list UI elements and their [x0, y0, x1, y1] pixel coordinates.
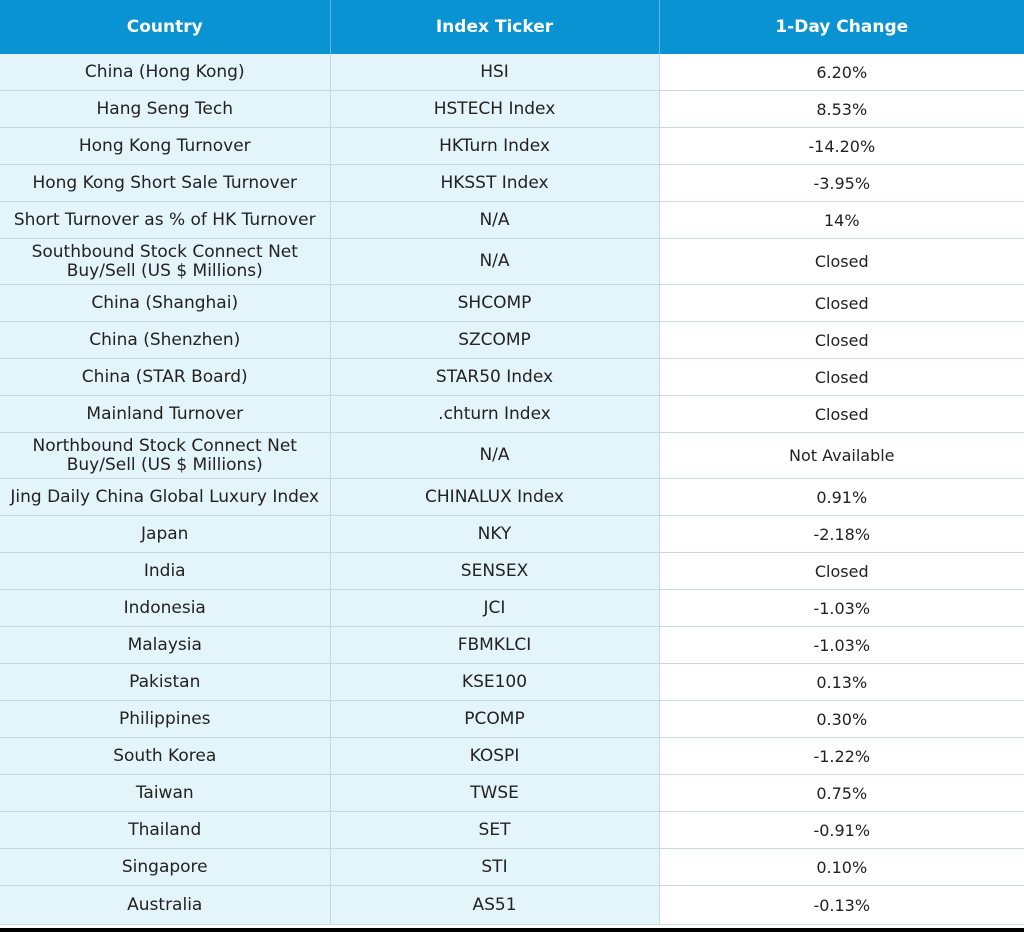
cell-country: Hong Kong Turnover	[0, 128, 330, 165]
cell-ticker: SZCOMP	[330, 322, 659, 359]
cell-change: 0.75%	[659, 775, 1024, 812]
cell-change: -1.03%	[659, 590, 1024, 627]
table-row	[0, 322, 1024, 359]
table-row	[0, 54, 1024, 91]
table-row	[0, 849, 1024, 886]
table-header	[0, 0, 1024, 54]
table-row	[0, 701, 1024, 738]
cell-change: -3.95%	[659, 165, 1024, 202]
cell-country: Mainland Turnover	[0, 396, 330, 433]
cell-country: Australia	[0, 886, 330, 925]
cell-change: Closed	[659, 322, 1024, 359]
cell-ticker: HKTurn Index	[330, 128, 659, 165]
cell-country: Short Turnover as % of HK Turnover	[0, 202, 330, 239]
cell-country: Japan	[0, 516, 330, 553]
cell-country: Singapore	[0, 849, 330, 886]
column-header-country: Country	[0, 0, 330, 54]
cell-ticker: HKSST Index	[330, 165, 659, 202]
cell-ticker: .chturn Index	[330, 396, 659, 433]
table-row	[0, 590, 1024, 627]
cell-change: Closed	[659, 359, 1024, 396]
cell-country: South Korea	[0, 738, 330, 775]
cell-ticker: STAR50 Index	[330, 359, 659, 396]
table-row	[0, 128, 1024, 165]
table-row	[0, 775, 1024, 812]
cell-ticker: KSE100	[330, 664, 659, 701]
table-row	[0, 664, 1024, 701]
cell-change: 0.91%	[659, 479, 1024, 516]
cell-country: Philippines	[0, 701, 330, 738]
cell-ticker: STI	[330, 849, 659, 886]
cell-ticker: SHCOMP	[330, 285, 659, 322]
table-row	[0, 359, 1024, 396]
table-row	[0, 165, 1024, 202]
table-row	[0, 627, 1024, 664]
cell-country: China (Hong Kong)	[0, 54, 330, 91]
cell-ticker: TWSE	[330, 775, 659, 812]
cell-ticker: SET	[330, 812, 659, 849]
cell-country: Malaysia	[0, 627, 330, 664]
cell-ticker: HSTECH Index	[330, 91, 659, 128]
cell-country: China (Shenzhen)	[0, 322, 330, 359]
cell-country: Indonesia	[0, 590, 330, 627]
header-row	[0, 0, 1024, 54]
cell-country: Hong Kong Short Sale Turnover	[0, 165, 330, 202]
table-row	[0, 202, 1024, 239]
table-row	[0, 239, 1024, 285]
table-row	[0, 479, 1024, 516]
cell-ticker: SENSEX	[330, 553, 659, 590]
cell-change: Not Available	[659, 433, 1024, 479]
cell-change: -0.13%	[659, 886, 1024, 925]
cell-change: 14%	[659, 202, 1024, 239]
cell-country: Southbound Stock Connect Net Buy/Sell (US $ Millions)	[0, 239, 330, 285]
cell-change: Closed	[659, 285, 1024, 322]
cell-country: Northbound Stock Connect Net Buy/Sell (US $ Millions)	[0, 433, 330, 479]
cell-ticker: CHINALUX Index	[330, 479, 659, 516]
table-row	[0, 553, 1024, 590]
column-header-change: 1-Day Change	[659, 0, 1024, 54]
cell-country: China (Shanghai)	[0, 285, 330, 322]
table-row	[0, 433, 1024, 479]
cell-country: India	[0, 553, 330, 590]
cell-country: Jing Daily China Global Luxury Index	[0, 479, 330, 516]
cell-ticker: FBMKLCI	[330, 627, 659, 664]
cell-ticker: PCOMP	[330, 701, 659, 738]
cell-ticker: HSI	[330, 54, 659, 91]
cell-change: Closed	[659, 553, 1024, 590]
cell-ticker: NKY	[330, 516, 659, 553]
cell-change: 8.53%	[659, 91, 1024, 128]
cell-country: Taiwan	[0, 775, 330, 812]
table-row	[0, 396, 1024, 433]
table-row	[0, 516, 1024, 553]
cell-change: -0.91%	[659, 812, 1024, 849]
cell-ticker: AS51	[330, 886, 659, 925]
cell-ticker: KOSPI	[330, 738, 659, 775]
table-row	[0, 738, 1024, 775]
cell-ticker: N/A	[330, 239, 659, 285]
cell-change: -2.18%	[659, 516, 1024, 553]
cell-country: Thailand	[0, 812, 330, 849]
cell-ticker: N/A	[330, 202, 659, 239]
table-row	[0, 91, 1024, 128]
cell-change: 0.10%	[659, 849, 1024, 886]
cell-country: Hang Seng Tech	[0, 91, 330, 128]
cell-change: -1.22%	[659, 738, 1024, 775]
cell-change: Closed	[659, 239, 1024, 285]
table-body	[0, 54, 1024, 925]
table-row	[0, 285, 1024, 322]
column-header-ticker: Index Ticker	[330, 0, 659, 54]
table-row	[0, 886, 1024, 925]
cell-change: 6.20%	[659, 54, 1024, 91]
cell-change: -1.03%	[659, 627, 1024, 664]
cell-country: Pakistan	[0, 664, 330, 701]
cell-country: China (STAR Board)	[0, 359, 330, 396]
cell-ticker: N/A	[330, 433, 659, 479]
cell-ticker: JCI	[330, 590, 659, 627]
cell-change: 0.30%	[659, 701, 1024, 738]
cell-change: 0.13%	[659, 664, 1024, 701]
cell-change: -14.20%	[659, 128, 1024, 165]
table-row	[0, 812, 1024, 849]
cell-change: Closed	[659, 396, 1024, 433]
